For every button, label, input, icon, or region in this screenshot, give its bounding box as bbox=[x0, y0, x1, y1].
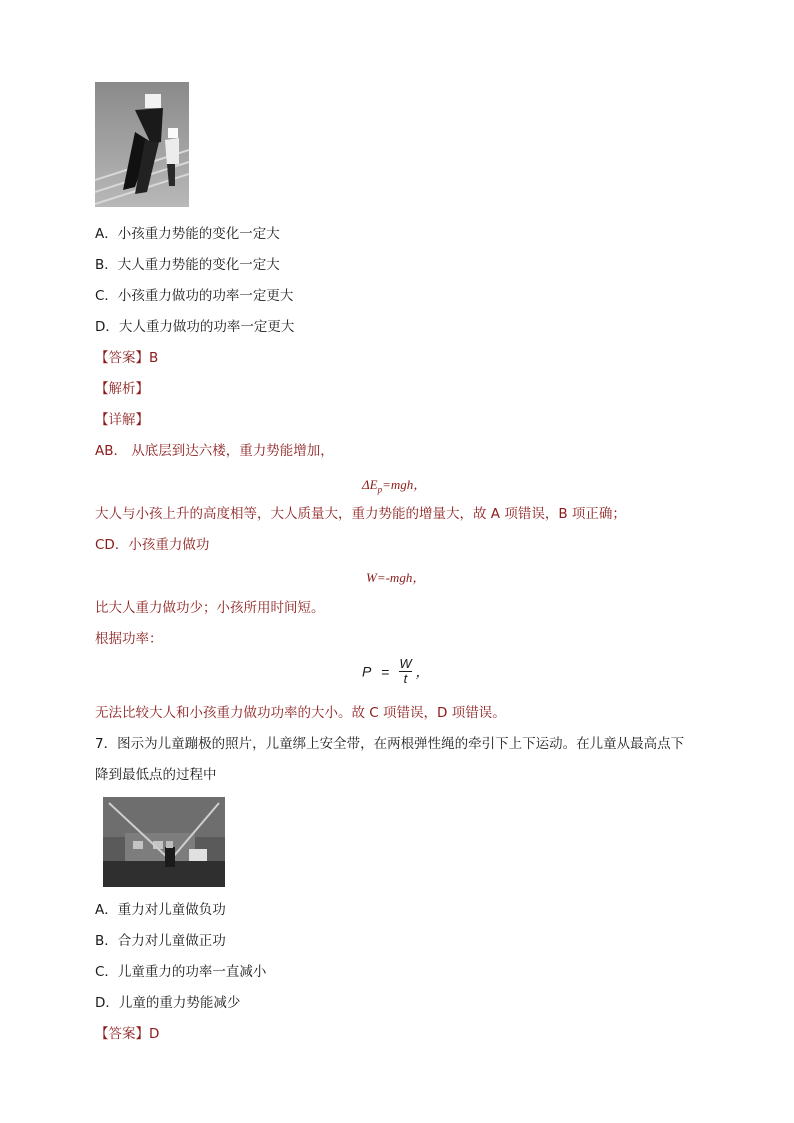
formula3-lhs: P bbox=[362, 663, 372, 680]
detail-label: 【详解】 bbox=[95, 412, 149, 428]
cd-conclusion: 无法比较大人和小孩重力做功功率的大小。故 C 项错误，D 项错误。 bbox=[95, 705, 506, 721]
formula3-eq: = bbox=[381, 663, 390, 680]
q6-option-c: C．小孩重力做功的功率一定更大 bbox=[95, 288, 294, 304]
analysis-label: 【解析】 bbox=[95, 381, 149, 397]
formula-work: W=-mgh， bbox=[366, 570, 426, 585]
formula1-sub: p bbox=[377, 484, 383, 495]
formula1-suffix: =mgh， bbox=[382, 477, 427, 492]
answer-label: 【答案】 bbox=[95, 350, 149, 366]
stairs-climbing-photo bbox=[95, 82, 189, 207]
q7-answer-value: D bbox=[149, 1026, 160, 1042]
formula3-tail: ， bbox=[415, 663, 430, 680]
formula1-prefix: ΔE bbox=[362, 477, 378, 492]
q7-option-d: D．儿童的重力势能减少 bbox=[95, 995, 241, 1011]
q7-answer-label: 【答案】 bbox=[95, 1026, 149, 1042]
q7-option-c: C．儿童重力的功率一直减小 bbox=[95, 964, 267, 980]
q7-stem-line2: 降到最低点的过程中 bbox=[95, 767, 217, 783]
q7-option-a: A．重力对儿童做负功 bbox=[95, 902, 226, 918]
q7-option-b: B．合力对儿童做正功 bbox=[95, 933, 226, 949]
q7-answer bbox=[95, 1024, 159, 1044]
formula-delta-ep bbox=[362, 474, 426, 495]
formula3-num: W bbox=[399, 656, 412, 671]
answer-value: B bbox=[149, 350, 159, 366]
formula-power bbox=[362, 657, 429, 691]
q6-answer bbox=[95, 348, 158, 368]
bungee-photo-drawing bbox=[103, 797, 225, 887]
stairs-photo-drawing bbox=[95, 82, 189, 207]
bungee-photo bbox=[103, 797, 225, 887]
ab-explanation: AB． 从底层到达六楼，重力势能增加， bbox=[95, 443, 334, 459]
formula3-fraction bbox=[399, 657, 411, 686]
q7-stem-line1: 7．图示为儿童蹦极的照片，儿童绑上安全带，在两根弹性绳的牵引下上下运动。在儿童从最高点下 bbox=[95, 736, 685, 752]
cd-explanation: CD．小孩重力做功 bbox=[95, 537, 210, 553]
formula3-den: t bbox=[399, 671, 411, 686]
q6-option-d: D．大人重力做功的功率一定更大 bbox=[95, 319, 295, 335]
q6-option-a: A．小孩重力势能的变化一定大 bbox=[95, 226, 280, 242]
power-label: 根据功率： bbox=[95, 631, 163, 647]
q6-option-b: B．大人重力势能的变化一定大 bbox=[95, 257, 280, 273]
ab-conclusion: 大人与小孩上升的高度相等，大人质量大，重力势能的增量大，故 A 项错误，B 项正确； bbox=[95, 506, 626, 522]
cd-compare: 比大人重力做功少；小孩所用时间短。 bbox=[95, 600, 325, 616]
